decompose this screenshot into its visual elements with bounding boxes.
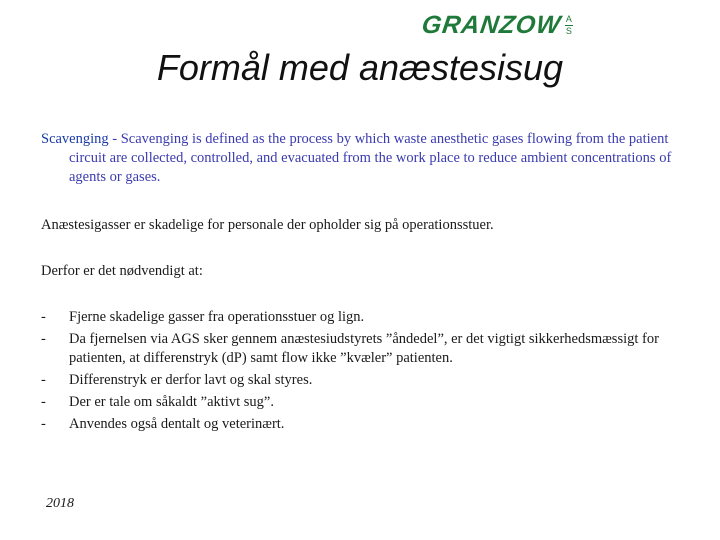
- list-item-text: Da fjernelsen via AGS sker gennem anæstesiudstyrets ”åndedel”, er det vigtigt sikkerhedsmæssigt for patienten, at differenstryk (dP) samt flow ikke ”kvæler” patienten.: [69, 331, 659, 366]
- paragraph-necessary: Derfor er det nødvendigt at:: [41, 263, 203, 279]
- list-dash: -: [41, 372, 46, 388]
- logo-as-mark: [565, 15, 573, 36]
- slide-title: Formål med anæstesisug: [156, 47, 564, 88]
- list-item-text: Differenstryk er derfor lavt og skal styres.: [69, 372, 313, 388]
- definition-block: [41, 130, 681, 187]
- paragraph-harmful-gases: Anæstesigasser er skadelige for personale der opholder sig på operationsstuer.: [41, 217, 494, 233]
- list-item: [41, 415, 681, 434]
- list-item: [41, 308, 681, 327]
- list-item-text: Fjerne skadelige gasser fra operationsstuer og lign.: [69, 309, 365, 325]
- logo-as-bottom: S: [565, 25, 572, 36]
- list-dash: -: [41, 331, 46, 347]
- list-dash: -: [41, 416, 46, 432]
- list-item-text: Der er tale om såkaldt ”aktivt sug”.: [69, 394, 274, 410]
- list-item: [41, 393, 681, 412]
- list-item: [41, 330, 681, 368]
- list-item: [41, 371, 681, 390]
- footer-year: 2018: [46, 496, 74, 511]
- definition-term: Scavenging: [41, 131, 109, 147]
- definition-text: - Scavenging is defined as the process by which waste anesthetic gases flowing from the patient circuit are collected, controlled, and evacuated from the work place to reduce ambient concentrations of agents or gases.: [69, 131, 672, 185]
- requirements-list: [41, 308, 681, 437]
- list-item-text: Anvendes også dentalt og veterinært.: [69, 416, 285, 432]
- list-dash: -: [41, 394, 46, 410]
- granzow-logo: [422, 12, 573, 38]
- logo-as-top: A: [565, 13, 572, 24]
- definition-paragraph: [41, 130, 681, 187]
- logo-wordmark: GRANZOW: [420, 11, 563, 39]
- list-dash: -: [41, 309, 46, 325]
